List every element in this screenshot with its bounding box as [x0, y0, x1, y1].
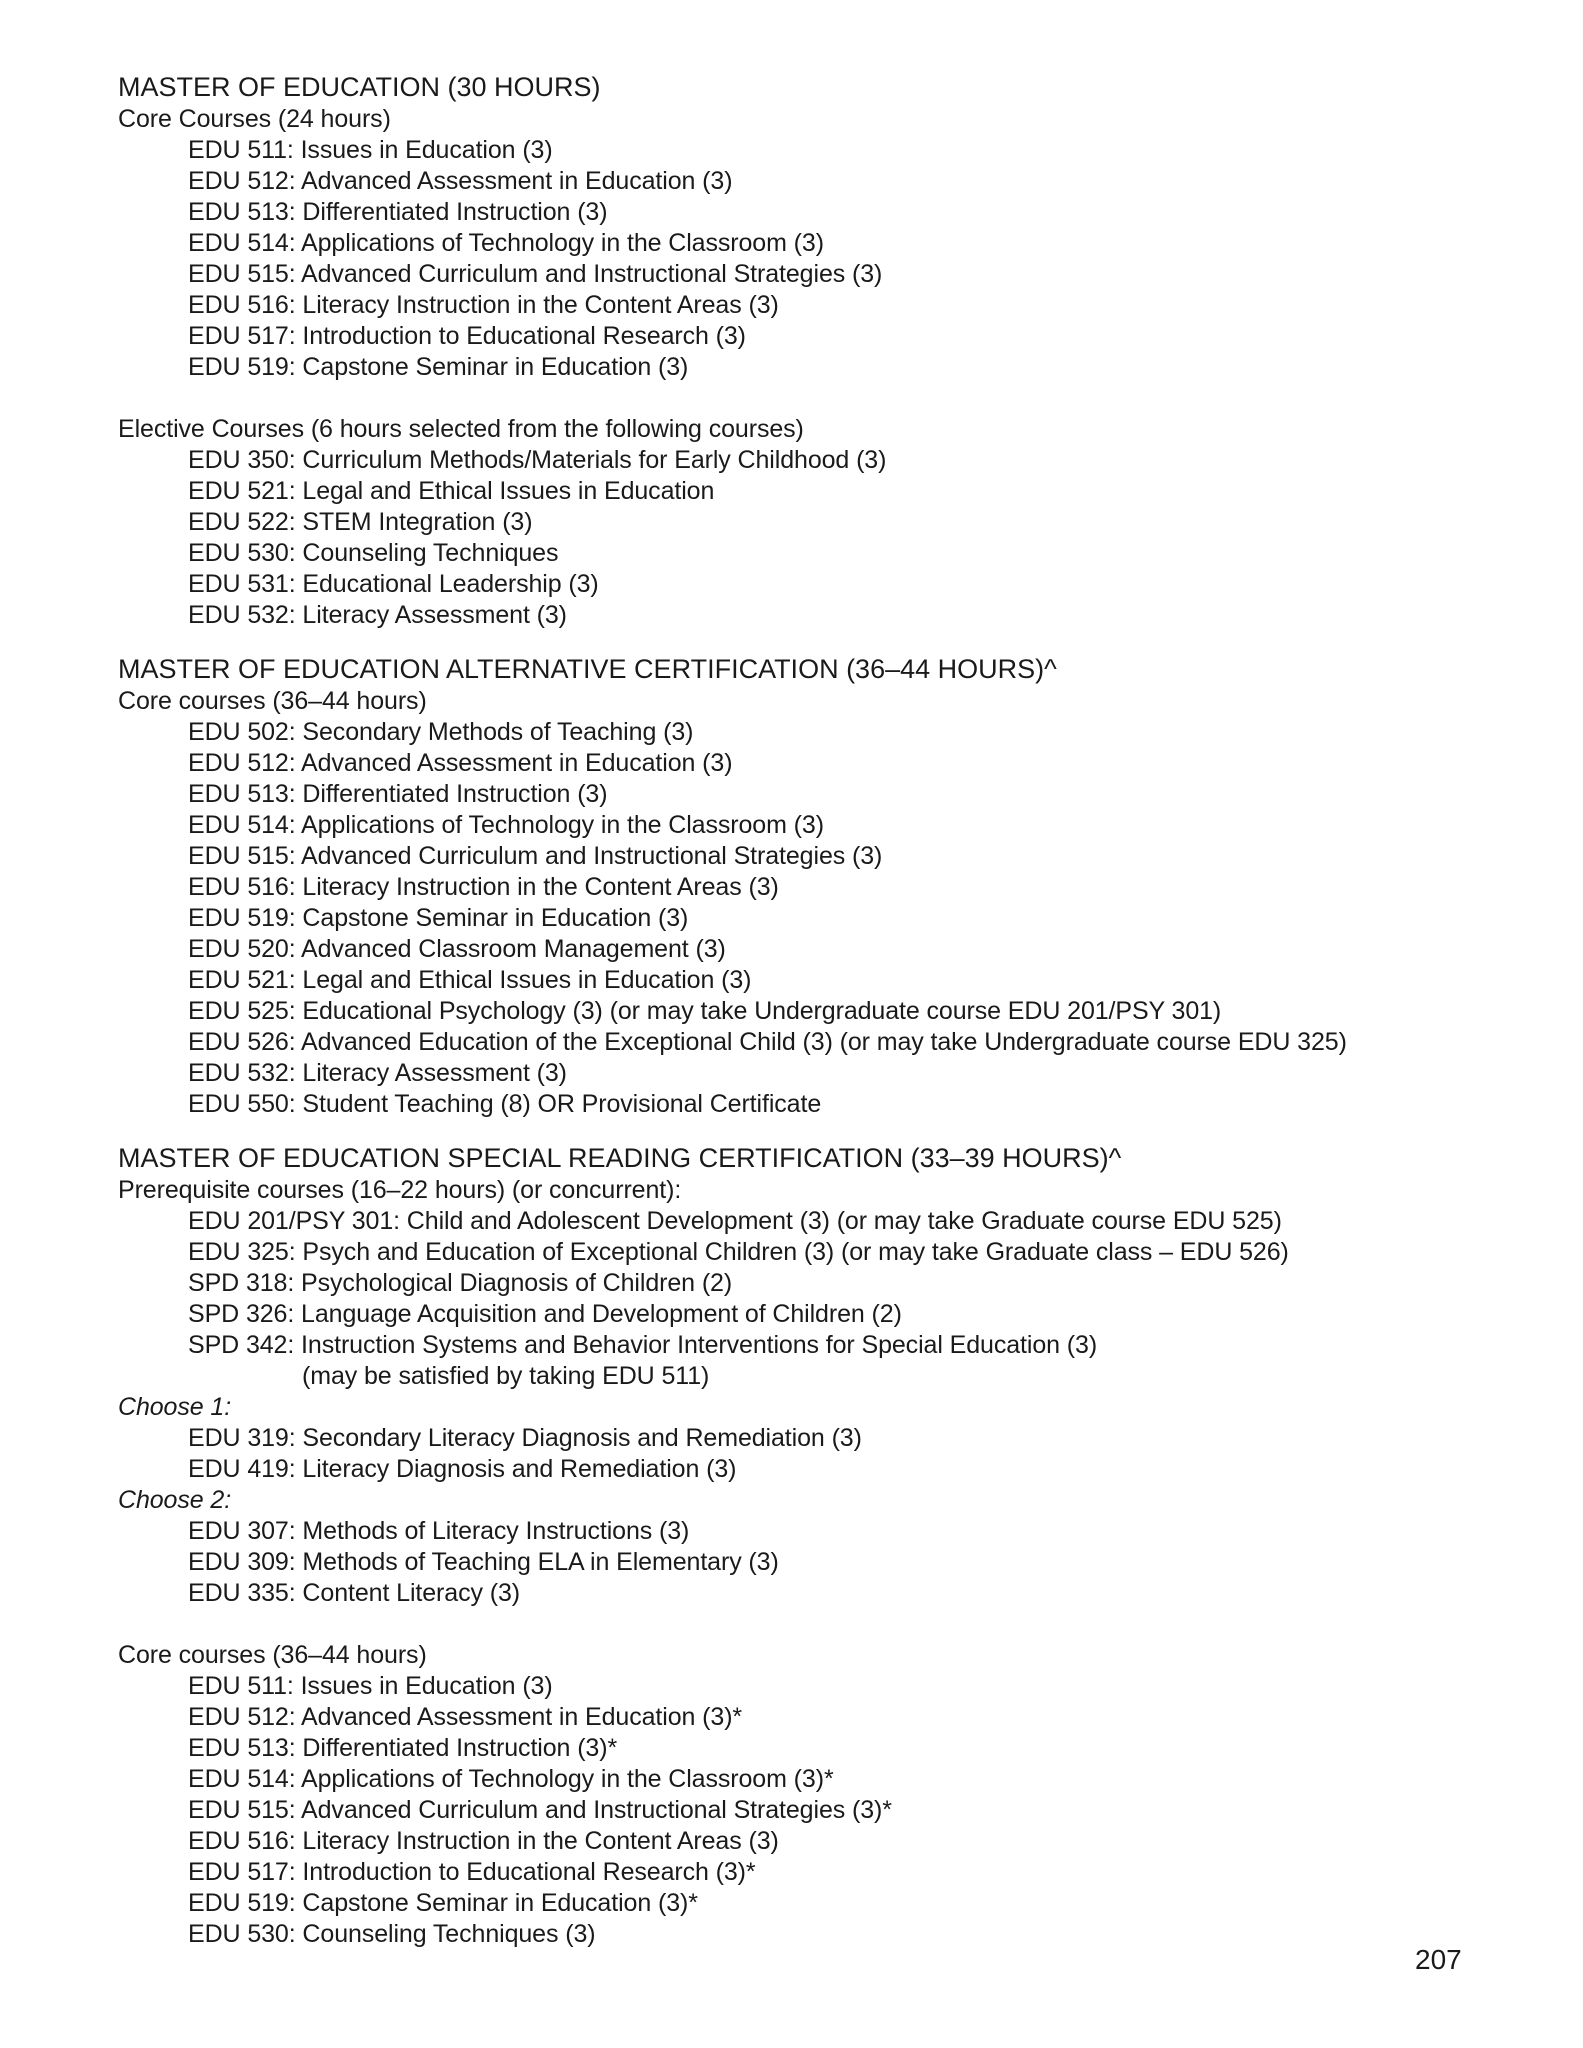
page-number: 207 [1415, 1944, 1462, 1975]
course-item: EDU 419: Literacy Diagnosis and Remediation (3) [188, 1455, 737, 1483]
course-item: EDU 512: Advanced Assessment in Education (3) [188, 749, 733, 777]
core-courses-label: Core Courses (24 hours) [118, 105, 391, 133]
core-courses-label: Core courses (36–44 hours) [118, 1641, 427, 1669]
course-item: EDU 335: Content Literacy (3) [188, 1579, 520, 1607]
course-item: EDU 516: Literacy Instruction in the Content Areas (3) [188, 291, 779, 319]
course-item: EDU 522: STEM Integration (3) [188, 508, 533, 536]
course-item: EDU 530: Counseling Techniques (3) [188, 1920, 596, 1948]
prerequisite-courses-label: Prerequisite courses (16–22 hours) (or concurrent): [118, 1176, 682, 1204]
course-item: EDU 516: Literacy Instruction in the Content Areas (3) [188, 873, 779, 901]
course-item: EDU 550: Student Teaching (8) OR Provisional Certificate [188, 1090, 822, 1118]
course-item: SPD 326: Language Acquisition and Development of Children (2) [188, 1300, 902, 1328]
course-note: (may be satisfied by taking EDU 511) [302, 1362, 710, 1390]
course-item: EDU 515: Advanced Curriculum and Instructional Strategies (3)* [188, 1796, 892, 1824]
document-page [118, 70, 1478, 1950]
course-item: EDU 350: Curriculum Methods/Materials for Early Childhood (3) [188, 446, 887, 474]
course-item: EDU 525: Educational Psychology (3) (or may take Undergraduate course EDU 201/PSY 301) [188, 997, 1222, 1025]
course-item: EDU 201/PSY 301: Child and Adolescent Development (3) (or may take Graduate course EDU 525) [188, 1207, 1282, 1235]
course-item: EDU 520: Advanced Classroom Management (3) [188, 935, 726, 963]
course-item: SPD 318: Psychological Diagnosis of Children (2) [188, 1269, 733, 1297]
course-item: EDU 512: Advanced Assessment in Education (3) [188, 167, 733, 195]
core-courses-label: Core courses (36–44 hours) [118, 687, 427, 715]
course-item: EDU 325: Psych and Education of Exceptional Children (3) (or may take Graduate class – EDU 526) [188, 1238, 1289, 1266]
course-item: EDU 512: Advanced Assessment in Education (3)* [188, 1703, 743, 1731]
course-item: SPD 342: Instruction Systems and Behavior Interventions for Special Education (3) [188, 1331, 1098, 1359]
course-item: EDU 530: Counseling Techniques [188, 539, 559, 567]
section-heading-alt: MASTER OF EDUCATION ALTERNATIVE CERTIFICATION (36–44 HOURS)^ [118, 654, 1057, 684]
course-item: EDU 531: Educational Leadership (3) [188, 570, 599, 598]
course-item: EDU 526: Advanced Education of the Exceptional Child (3) (or may take Undergraduate course EDU 325) [188, 1028, 1347, 1056]
course-item: EDU 521: Legal and Ethical Issues in Education (3) [188, 966, 752, 994]
course-item: EDU 514: Applications of Technology in the Classroom (3) [188, 229, 824, 257]
course-item: EDU 319: Secondary Literacy Diagnosis and Remediation (3) [188, 1424, 862, 1452]
course-item: EDU 513: Differentiated Instruction (3) [188, 780, 608, 808]
course-item: EDU 532: Literacy Assessment (3) [188, 601, 567, 629]
course-item: EDU 514: Applications of Technology in the Classroom (3) [188, 811, 824, 839]
course-item: EDU 307: Methods of Literacy Instructions (3) [188, 1517, 690, 1545]
course-item: EDU 309: Methods of Teaching ELA in Elementary (3) [188, 1548, 779, 1576]
section-heading-med: MASTER OF EDUCATION (30 HOURS) [118, 72, 601, 102]
course-item: EDU 519: Capstone Seminar in Education (3)* [188, 1889, 698, 1917]
course-item: EDU 532: Literacy Assessment (3) [188, 1059, 567, 1087]
course-item: EDU 517: Introduction to Educational Research (3)* [188, 1858, 756, 1886]
choose-1-label: Choose 1: [118, 1393, 232, 1421]
course-item: EDU 517: Introduction to Educational Research (3) [188, 322, 746, 350]
course-item: EDU 513: Differentiated Instruction (3) [188, 198, 608, 226]
course-item: EDU 516: Literacy Instruction in the Content Areas (3) [188, 1827, 779, 1855]
course-item: EDU 515: Advanced Curriculum and Instructional Strategies (3) [188, 260, 883, 288]
course-item: EDU 511: Issues in Education (3) [188, 1672, 553, 1700]
choose-2-label: Choose 2: [118, 1486, 232, 1514]
course-item: EDU 502: Secondary Methods of Teaching (3) [188, 718, 694, 746]
course-item: EDU 519: Capstone Seminar in Education (3) [188, 353, 689, 381]
course-item: EDU 521: Legal and Ethical Issues in Education [188, 477, 715, 505]
course-item: EDU 511: Issues in Education (3) [188, 136, 553, 164]
course-item: EDU 515: Advanced Curriculum and Instructional Strategies (3) [188, 842, 883, 870]
course-item: EDU 514: Applications of Technology in the Classroom (3)* [188, 1765, 834, 1793]
elective-courses-label: Elective Courses (6 hours selected from the following courses) [118, 415, 804, 443]
course-item: EDU 513: Differentiated Instruction (3)* [188, 1734, 618, 1762]
course-item: EDU 519: Capstone Seminar in Education (3) [188, 904, 689, 932]
section-heading-reading: MASTER OF EDUCATION SPECIAL READING CERTIFICATION (33–39 HOURS)^ [118, 1143, 1122, 1173]
